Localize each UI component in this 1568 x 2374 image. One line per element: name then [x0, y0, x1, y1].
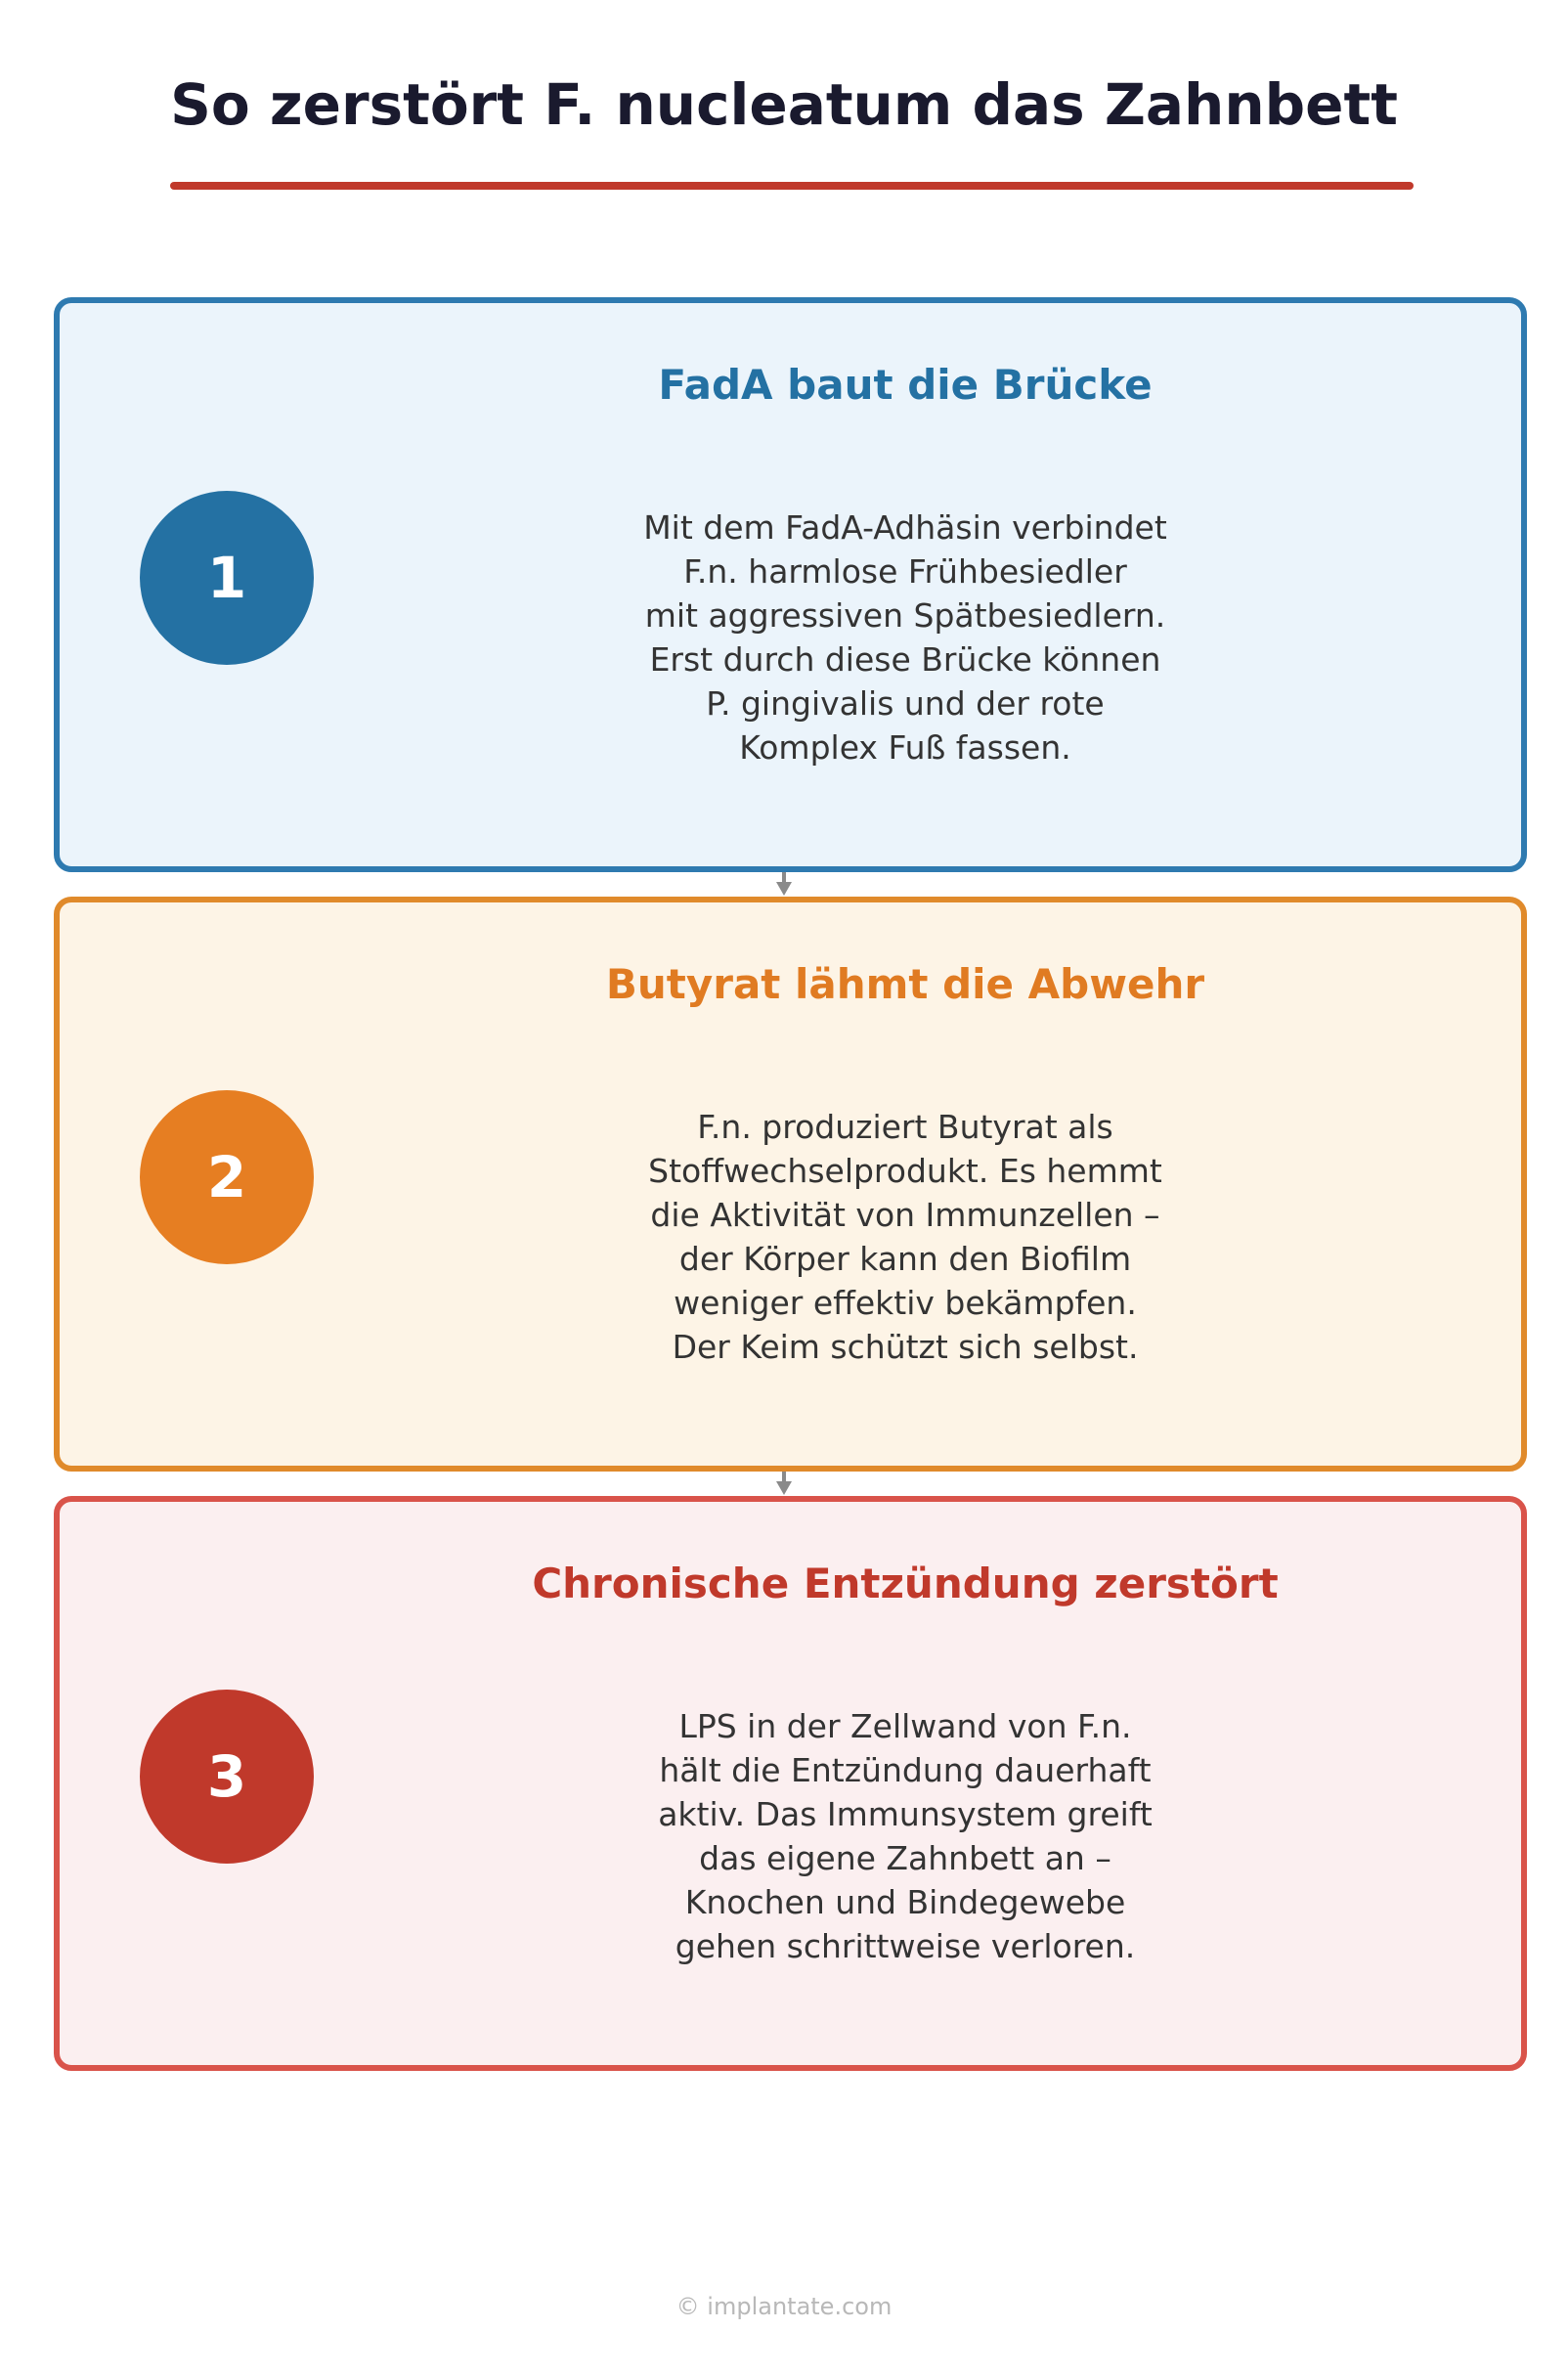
- step-description-line: aktiv. Das Immunsystem greift: [658, 1795, 1153, 1833]
- step-description-line: mit aggressiven Spätbesiedlern.: [644, 596, 1166, 635]
- step-number-badge: 3: [140, 1690, 314, 1864]
- step-description-line: das eigene Zahnbett an –: [699, 1839, 1111, 1877]
- step-description-line: P. gingivalis und der rote: [706, 684, 1105, 723]
- step-description: [324, 1105, 1487, 1369]
- step-description-line: hält die Entzündung dauerhaft: [659, 1751, 1152, 1789]
- step-description-line: Knochen und Bindegewebe: [684, 1883, 1126, 1921]
- step-number-badge: 2: [140, 1090, 314, 1264]
- step-description-line: Stoffwechselprodukt. Es hemmt: [648, 1152, 1162, 1190]
- step-title: FadA baut die Brücke: [658, 361, 1153, 409]
- step-description-line: Der Keim schützt sich selbst.: [672, 1328, 1139, 1366]
- step-description-line: die Aktivität von Immunzellen –: [650, 1196, 1160, 1234]
- step-description-line: F.n. produziert Butyrat als: [697, 1108, 1113, 1146]
- step-card-1: [54, 297, 1527, 872]
- step-description-line: weniger effektiv bekämpfen.: [674, 1284, 1137, 1322]
- step-description: [324, 1704, 1487, 1968]
- step-description: [324, 506, 1487, 769]
- step-card-3: [54, 1496, 1527, 2071]
- step-description-line: der Körper kann den Biofilm: [678, 1240, 1132, 1278]
- step-description-line: Erst durch diese Brücke können: [649, 640, 1161, 679]
- page-title: So zerstört F. nucleatum das Zahnbett: [170, 71, 1398, 138]
- step-description-line: LPS in der Zellwand von F.n.: [678, 1707, 1132, 1745]
- step-card-2: [54, 897, 1527, 1472]
- step-number-badge: 1: [140, 491, 314, 665]
- copyright-notice: © implantate.com: [675, 2293, 893, 2320]
- step-description-line: Komplex Fuß fassen.: [739, 728, 1071, 767]
- step-description-line: Mit dem FadA-Adhäsin verbindet: [643, 508, 1167, 547]
- step-title: Butyrat lähmt die Abwehr: [605, 960, 1205, 1008]
- title-underline: [170, 182, 1414, 190]
- step-description-line: F.n. harmlose Frühbesiedler: [683, 552, 1127, 591]
- step-description-line: gehen schrittweise verloren.: [675, 1927, 1136, 1965]
- step-title: Chronische Entzündung zerstört: [532, 1560, 1279, 1607]
